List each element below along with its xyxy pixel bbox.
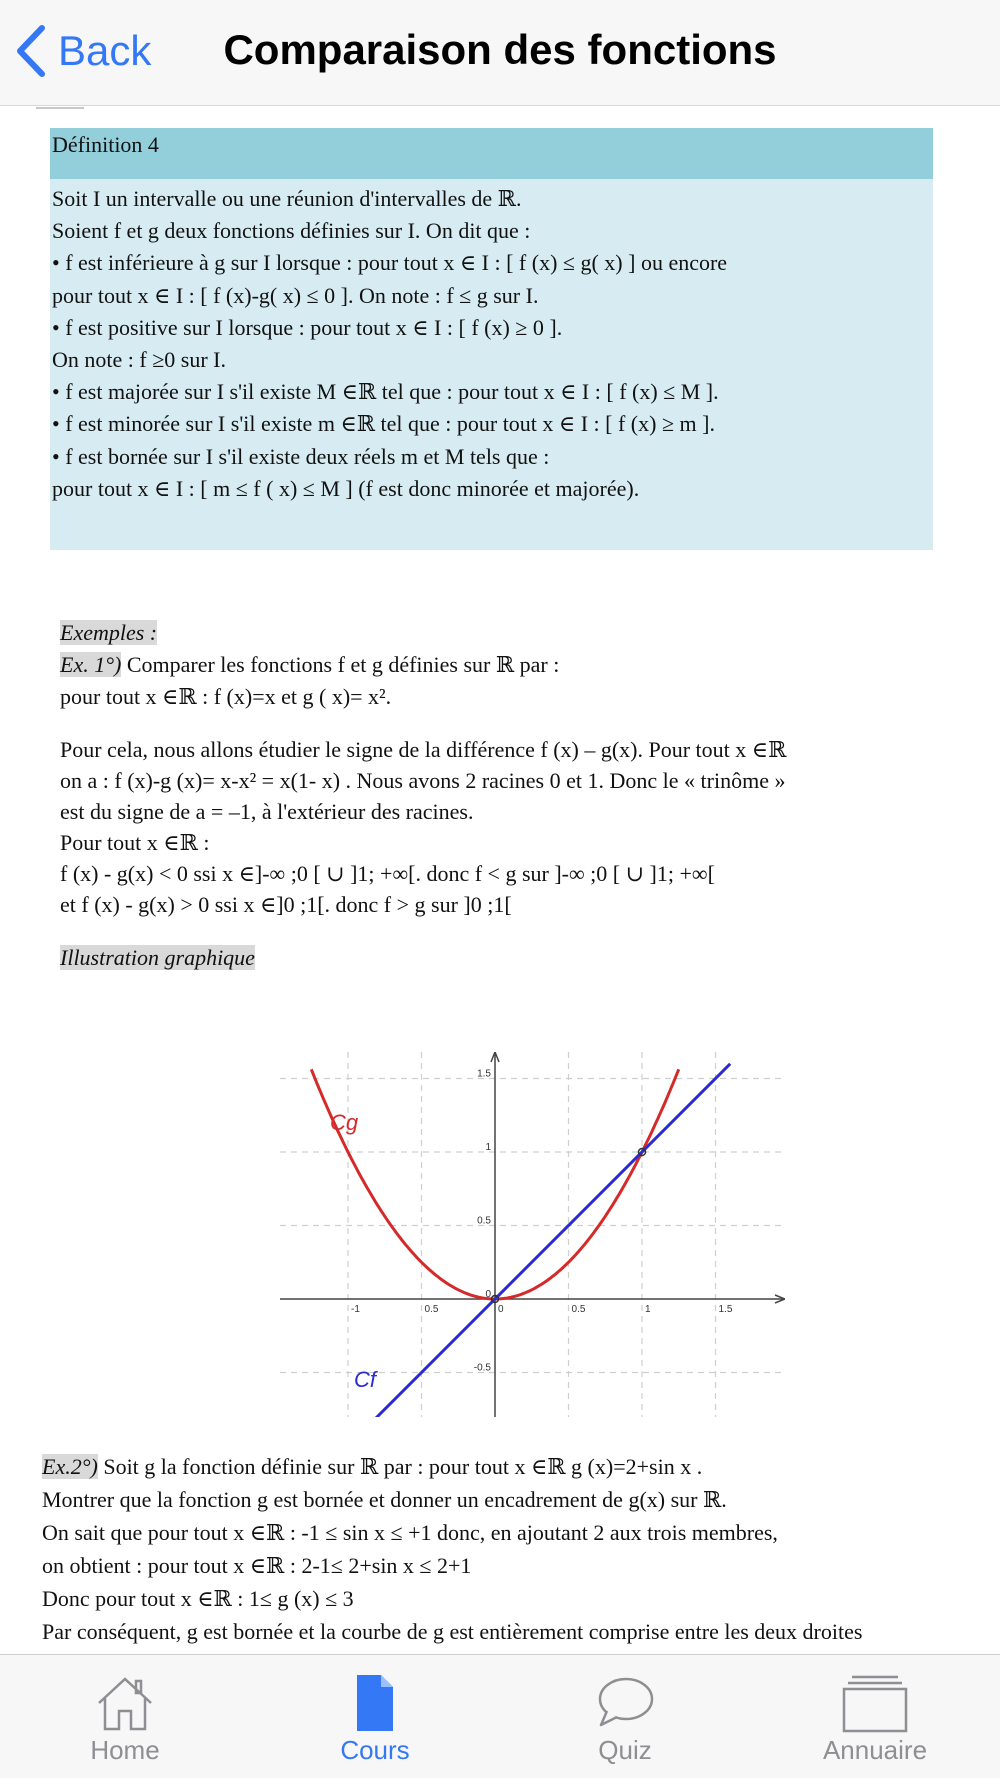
y-tick-label: 0.5 [477, 1215, 491, 1227]
example-2-line: on obtient : pour tout x ∈ℝ : 2-1≤ 2+sin x ≤ 2+1 [42, 1553, 472, 1578]
definition-line: On note : f ≥0 sur I. [52, 347, 226, 373]
definition-line: pour tout x ∈ I : [ m ≤ f ( x) ≤ M ] (f est donc minorée et majorée). [52, 475, 640, 501]
definition-line: • f est majorée sur I s'il existe M ∈ℝ tel que : pour tout x ∈ I : [ f (x) ≤ M ]. [52, 379, 719, 405]
y-tick-label: -0.5 [473, 1362, 491, 1374]
tab-bar [0, 1654, 1000, 1778]
definition-line: • f est bornée sur I s'il existe deux réels m et M tels que : [52, 443, 550, 469]
back-label: Back [58, 27, 152, 74]
folder-stack-icon [842, 1673, 908, 1733]
series-cf-line [363, 1064, 731, 1417]
x-tick-label: 0.5 [571, 1304, 586, 1315]
example-2-line: Donc pour tout x ∈ℝ : 1≤ g (x) ≤ 3 [42, 1586, 354, 1611]
example-2-line: On sait que pour tout x ∈ℝ : -1 ≤ sin x ≤ +1 donc, en ajoutant 2 aux trois membres, [42, 1520, 778, 1545]
illustration-heading: Illustration graphique [60, 945, 255, 970]
x-tick-label: 0.5 [424, 1304, 439, 1315]
x-tick-label: 0 [498, 1304, 504, 1315]
course-content[interactable] [0, 107, 1000, 1654]
y-tick-label: 1.5 [477, 1068, 491, 1080]
tab-quiz[interactable] [500, 1655, 750, 1778]
x-tick-label: 1.5 [718, 1304, 733, 1315]
example-1-line: f (x) - g(x) < 0 ssi x ∈]-∞ ;0 [ ∪ ]1; +∞[. donc f < g sur ]-∞ ;0 [ ∪ ]1; +∞[ [60, 861, 715, 886]
tick-labels [351, 1069, 733, 1374]
definition-heading: Définition 4 [50, 128, 933, 179]
tab-annuaire[interactable] [750, 1655, 1000, 1778]
house-icon [95, 1673, 155, 1733]
y-tick-label: 1 [485, 1142, 491, 1153]
function-graph [280, 1052, 785, 1417]
tab-label: Home [90, 1735, 160, 1765]
example-1-prompt: Ex. 1°) Comparer les fonctions f et g définies sur ℝ par : [60, 652, 560, 677]
x-tick-label: 1 [645, 1304, 651, 1315]
document-icon [355, 1673, 395, 1733]
definition-line: Soient f et g deux fonctions définies sur I. On dit que : [52, 218, 531, 244]
tab-label: Annuaire [822, 1735, 928, 1765]
definition-line: pour tout x ∈ I : [ f (x)-g( x) ≤ 0 ]. On note : f ≤ g sur I. [52, 282, 539, 308]
example-1-definition: pour tout x ∈ℝ : f (x)=x et g ( x)= x². [60, 684, 392, 709]
definition-body [50, 179, 933, 505]
definition-line: Soit I un intervalle ou une réunion d'intervalles de ℝ. [52, 186, 522, 211]
example-2-line: Par conséquent, g est bornée et la courbe de g est entièrement comprise entre les deux droites [42, 1619, 863, 1644]
definition-line: • f est positive sur I lorsque : pour tout x ∈ I : [ f (x) ≥ 0 ]. [52, 314, 563, 340]
example-1-line: et f (x) - g(x) > 0 ssi x ∈]0 ;1[. donc f > g sur ]0 ;1[ [60, 892, 512, 917]
curve-label-cg: Cg [330, 1110, 359, 1135]
tab-label: Quiz [598, 1735, 652, 1765]
example-2-prompt: Ex.2°) Soit g la fonction définie sur ℝ par : pour tout x ∈ℝ g (x)=2+sin x . [42, 1454, 703, 1479]
definition-line: • f est minorée sur I s'il existe m ∈ℝ tel que : pour tout x ∈ I : [ f (x) ≥ m ]. [52, 411, 715, 437]
grid [280, 1052, 785, 1417]
example-1-line: on a : f (x)-g (x)= x-x² = x(1- x) . Nous avons 2 racines 0 et 1. Donc le « trinôme » [60, 768, 786, 793]
example-1-line: est du signe de a = –1, à l'extérieur des racines. [60, 799, 474, 824]
example-2-line: Montrer que la fonction g est bornée et donner un encadrement de g(x) sur ℝ. [42, 1487, 727, 1512]
tab-cours[interactable] [250, 1655, 500, 1778]
axes [280, 1052, 785, 1417]
example-2-label: Ex.2°) [42, 1454, 98, 1479]
example-1-line: Pour cela, nous allons étudier le signe de la différence f (x) – g(x). Pour tout x ∈ℝ [60, 737, 787, 762]
definition-line: • f est inférieure à g sur I lorsque : pour tout x ∈ I : [ f (x) ≤ g( x) ] ou encore [52, 250, 728, 276]
speech-bubble-icon [595, 1673, 655, 1729]
y-tick-label: 0 [485, 1289, 491, 1300]
tab-label: Cours [340, 1735, 410, 1765]
example-1-line: Pour tout x ∈ℝ : [60, 830, 210, 855]
example-1-label: Ex. 1°) [60, 652, 122, 677]
series [311, 1064, 730, 1417]
page-title: Comparaison des fonctions [223, 26, 777, 73]
definition-box [50, 128, 933, 550]
scroll-indicator [36, 107, 84, 109]
x-tick-label: -1 [351, 1304, 360, 1315]
navigation-bar [0, 0, 1000, 106]
curve-label-cf: Cf [354, 1367, 376, 1392]
tab-home[interactable] [0, 1655, 250, 1778]
examples-heading: Exemples : [60, 620, 158, 645]
